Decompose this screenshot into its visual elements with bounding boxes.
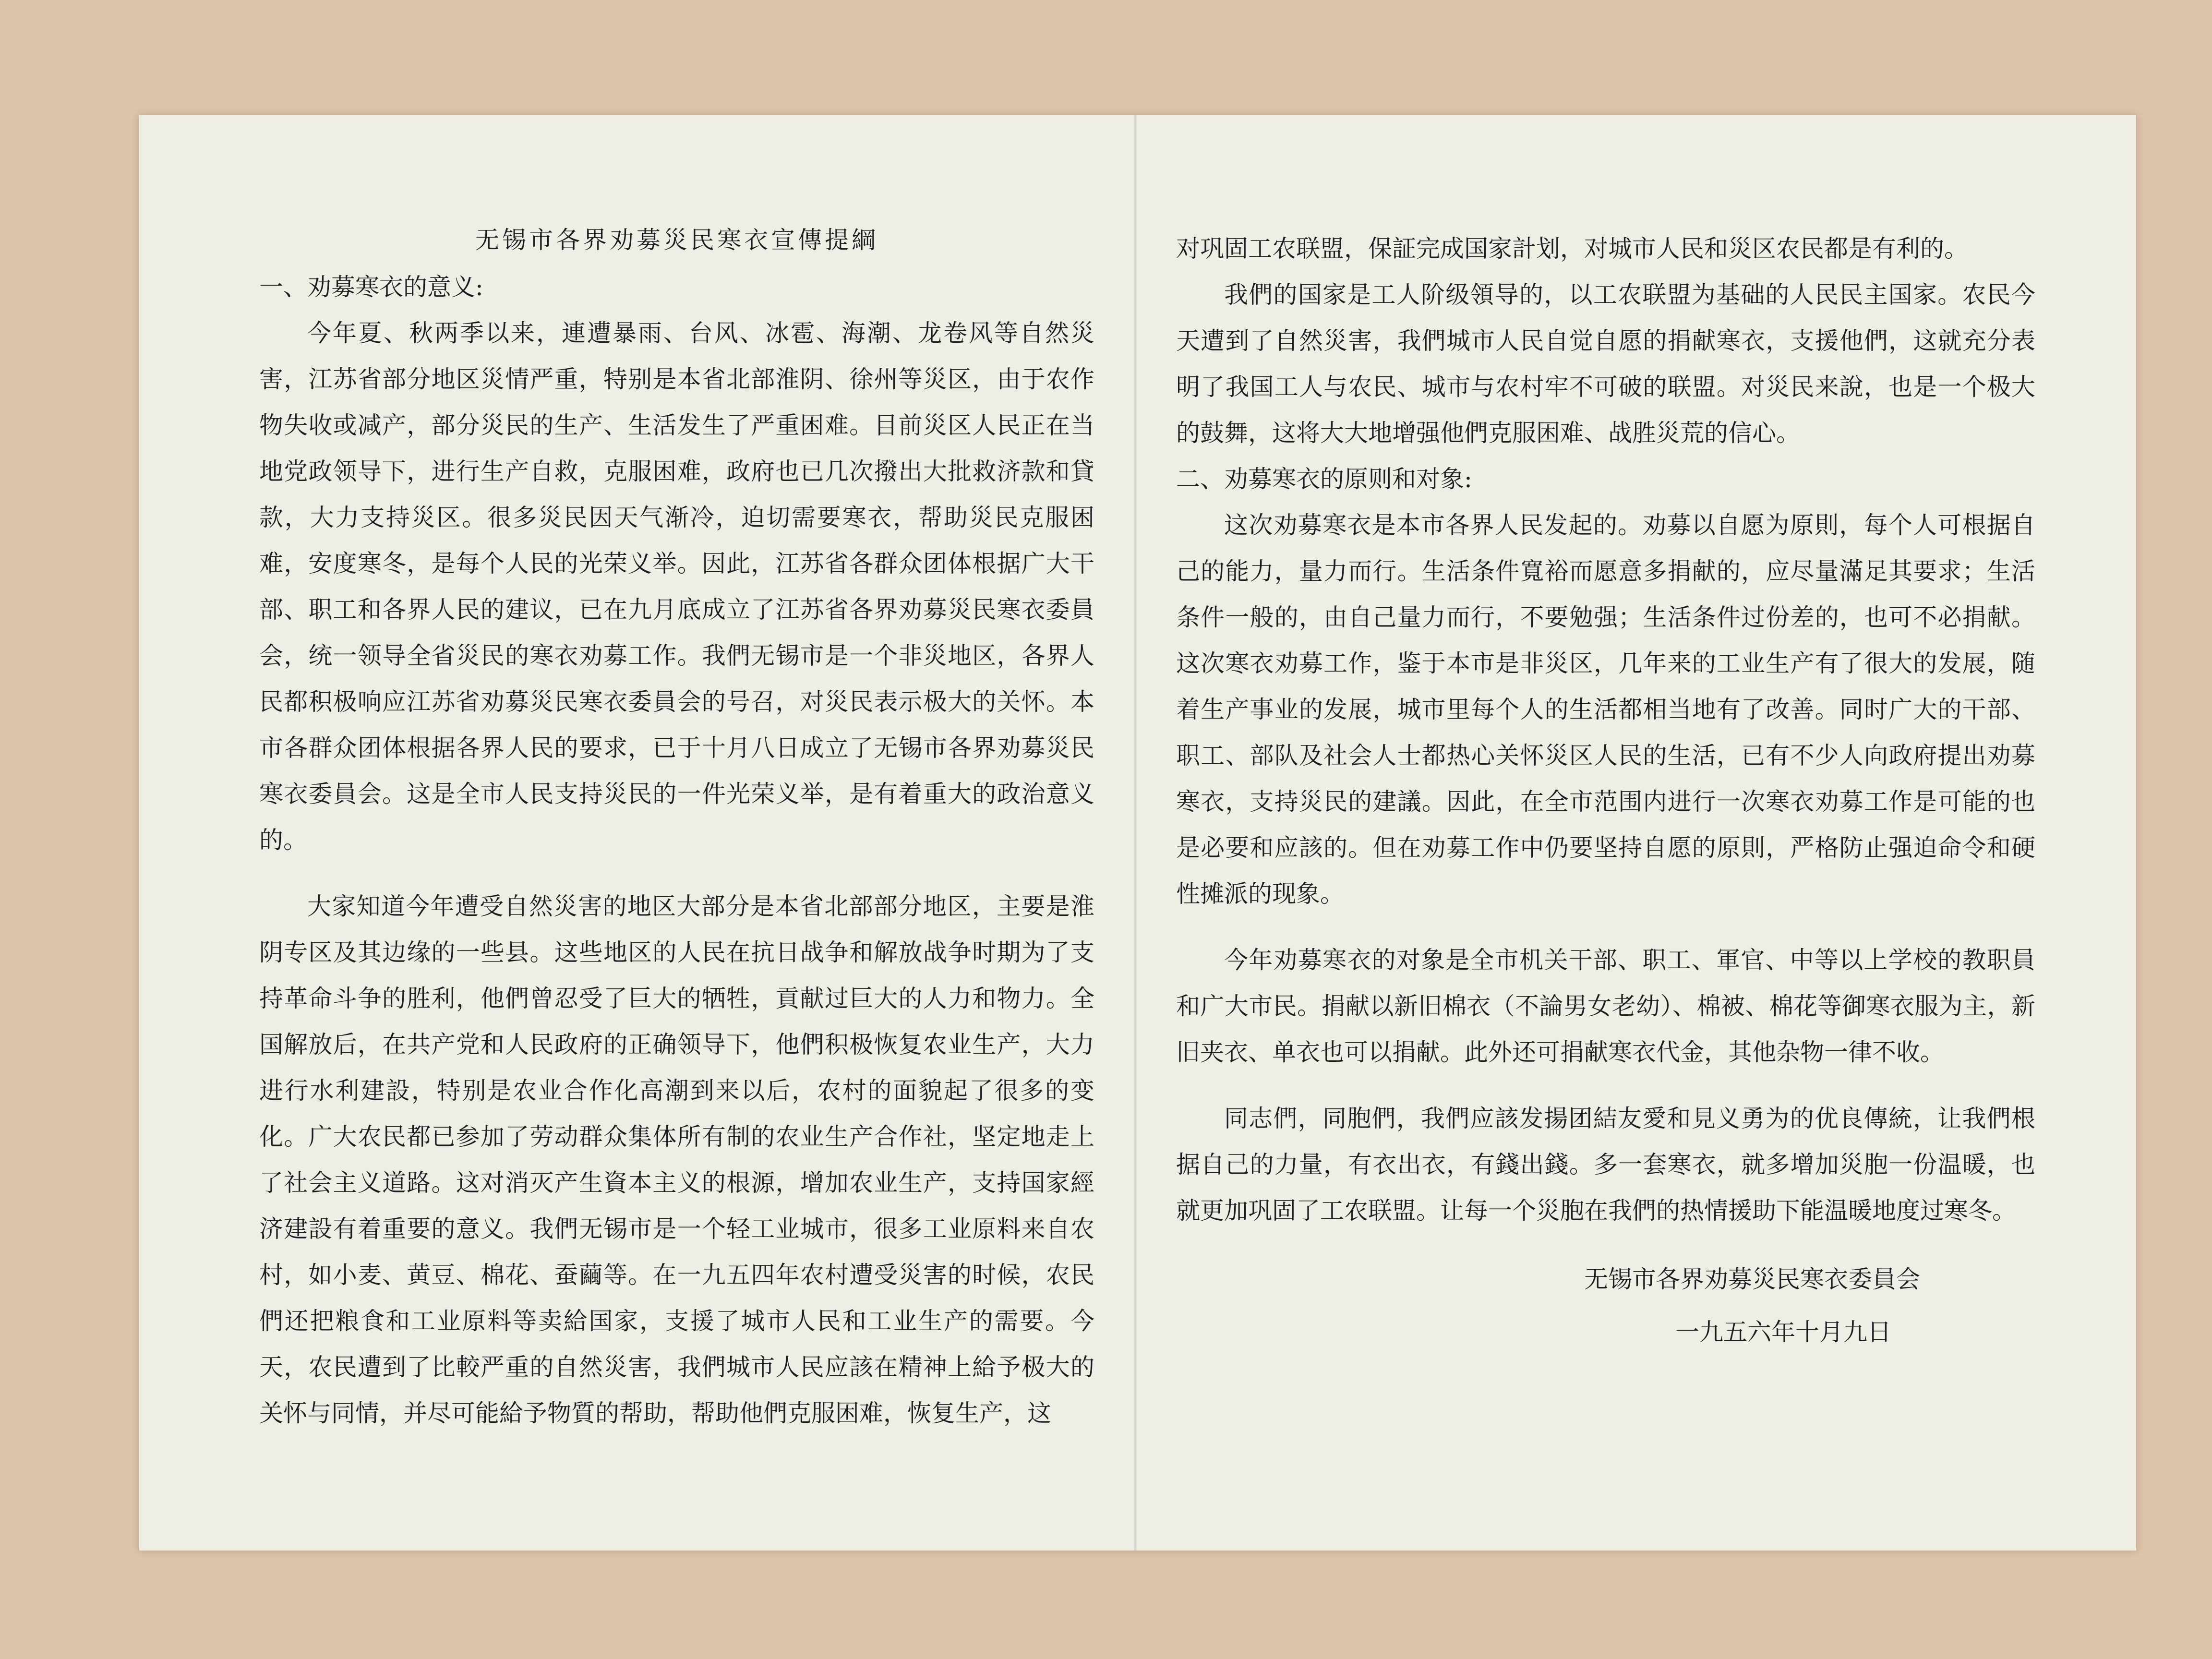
section-2-heading: 二、劝募寒衣的原则和对象: bbox=[1176, 465, 1472, 493]
right-column bbox=[1176, 226, 2035, 1358]
paragraph-3: 对巩固工农联盟，保証完成国家計划，对城市人民和災区农民都是有利的。 bbox=[1176, 235, 1968, 263]
paragraph-7: 同志們，同胞們，我們应該发揚团結友愛和見义勇为的优良傳統，让我們根据自己的力量，有衣出衣，有錢出錢。多一套寒衣，就多增加災胞一份温暖，也就更加巩固了工农联盟。让每一个災胞在我們的热情援助下能温暖地度过寒冬。 bbox=[1176, 1105, 2035, 1225]
fold-line bbox=[1134, 115, 1137, 1551]
date: 一九五六年十月九日 bbox=[1675, 1318, 1891, 1346]
paragraph-1: 今年夏、秋两季以来，連遭暴雨、台风、冰雹、海潮、龙卷风等自然災害，江苏省部分地区災情严重，特别是本省北部淮阴、徐州等災区，由于农作物失收或减产，部分災民的生产、生活发生了严重困难。目前災区人民正在当地党政领导下，进行生产自救，克服困难，政府也已几次撥出大批救济款和貸款，大力支持災区。很多災民因天气渐冷，迫切需要寒衣，帮助災民克服困难，安度寒冬，是每个人民的光荣义举。因此，江苏省各群众团体根据广大干部、职工和各界人民的建议，已在九月底成立了江苏省各界劝募災民寒衣委員会，统一领导全省災民的寒衣劝募工作。我們无锡市是一个非災地区，各界人民都积极响应江苏省劝募災民寒衣委員会的号召，对災民表示极大的关怀。本市各群众团体根据各界人民的要求，已于十月八日成立了无锡市各界劝募災民寒衣委員会。这是全市人民支持災民的一件光荣义举，是有着重大的政治意义的。 bbox=[259, 319, 1094, 854]
section-1-heading: 一、劝募寒衣的意义: bbox=[259, 273, 483, 301]
paragraph-6: 今年劝募寒衣的对象是全市机关干部、职工、軍官、中等以上学校的教职員和广大市民。捐献以新旧棉衣（不論男女老幼）、棉被、棉花等御寒衣服为主，新旧夹衣、单衣也可以捐献。此外还可捐献寒衣代金，其他杂物一律不收。 bbox=[1176, 946, 2035, 1066]
paper-sheet bbox=[139, 115, 2136, 1551]
left-column bbox=[259, 216, 1094, 1436]
signature: 无锡市各界劝募災民寒衣委員会 bbox=[1584, 1265, 1920, 1293]
document-title: 无锡市各界劝募災民寒衣宣傳提綱 bbox=[475, 226, 878, 254]
paragraph-2: 大家知道今年遭受自然災害的地区大部分是本省北部部分地区，主要是淮阴专区及其边缘的一些县。这些地区的人民在抗日战争和解放战争时期为了支持革命斗争的胜利，他們曾忍受了巨大的牺牲，貢献过巨大的人力和物力。全国解放后，在共产党和人民政府的正确领导下，他們积极恢复农业生产，大力进行水利建設，特别是农业合作化高潮到来以后，农村的面貌起了很多的变化。广大农民都已参加了劳动群众集体所有制的农业生产合作社，坚定地走上了社会主义道路。这对消灭产生資本主义的根源，增加农业生产，支持国家經济建設有着重要的意义。我們无锡市是一个轻工业城市，很多工业原料来自农村，如小麦、黄豆、棉花、蚕繭等。在一九五四年农村遭受災害的时候，农民們还把粮食和工业原料等卖給国家，支援了城市人民和工业生产的需要。今天，农民遭到了比較严重的自然災害，我們城市人民应該在精神上給予极大的关怀与同情，并尽可能給予物質的帮助，帮助他們克服困难，恢复生产，这 bbox=[259, 892, 1094, 1427]
paragraph-5: 这次劝募寒衣是本市各界人民发起的。劝募以自愿为原則，每个人可根据自己的能力，量力而行。生活条件寬裕而愿意多捐献的，应尽量滿足其要求；生活条件一般的，由自己量力而行，不要勉强；生活条件过份差的，也可不必捐献。这次寒衣劝募工作，鉴于本市是非災区，几年来的工业生产有了很大的发展，随着生产事业的发展，城市里每个人的生活都相当地有了改善。同时广大的干部、职工、部队及社会人士都热心关怀災区人民的生活，已有不少人向政府提出劝募寒衣，支持災民的建議。因此，在全市范围内进行一次寒衣劝募工作是可能的也是必要和应該的。但在劝募工作中仍要坚持自愿的原則，严格防止强迫命令和硬性摊派的现象。 bbox=[1176, 511, 2035, 908]
paragraph-4: 我們的国家是工人阶级領导的，以工农联盟为基础的人民民主国家。农民今天遭到了自然災害，我們城市人民自觉自愿的捐献寒衣，支援他們，这就充分表明了我国工人与农民、城市与农村牢不可破的联盟。对災民来說，也是一个极大的鼓舞，这将大大地增强他們克服困难、战胜災荒的信心。 bbox=[1176, 281, 2035, 447]
